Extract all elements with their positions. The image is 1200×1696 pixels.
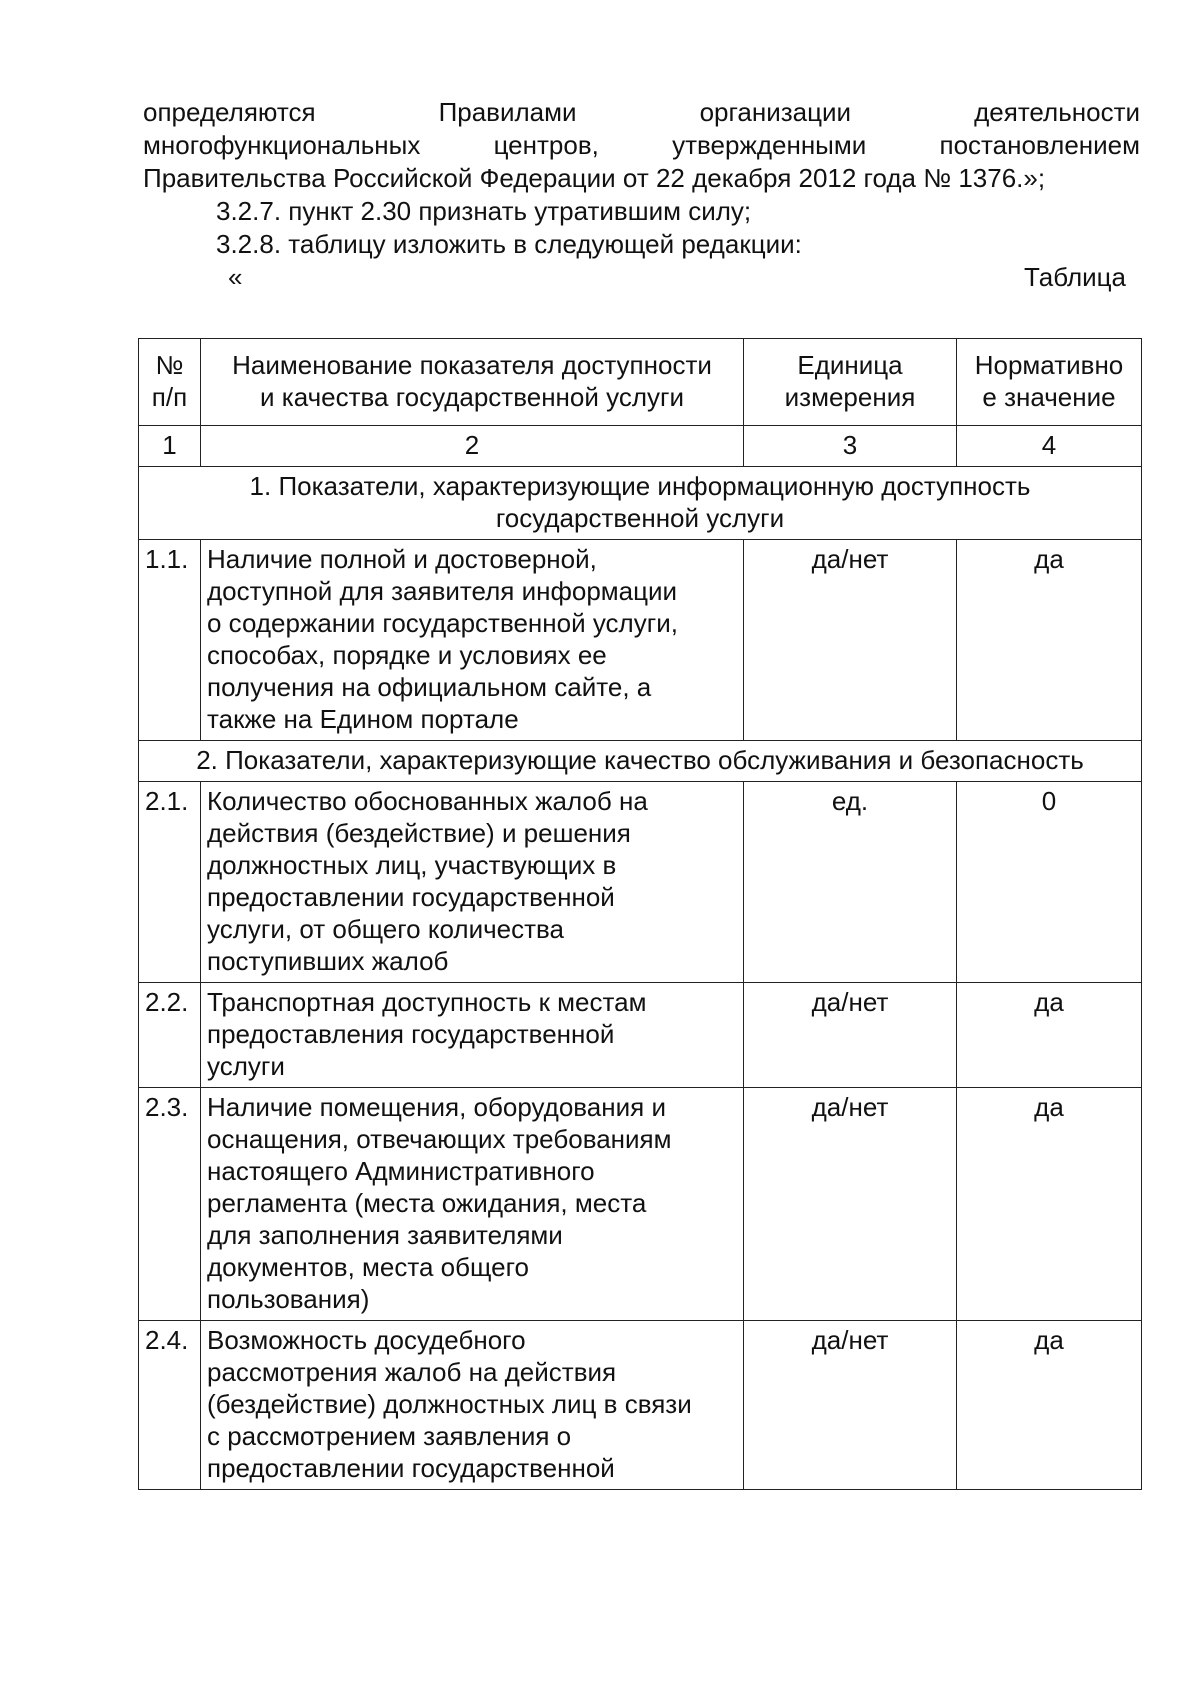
intro-paragraph (143, 96, 1140, 195)
intro-word: деятельности (974, 97, 1140, 127)
table-row (139, 540, 1142, 741)
table-row (139, 983, 1142, 1088)
column-number: 4 (957, 426, 1142, 467)
indicator-name: Количество обоснованных жалоб на действия (бездействие) и решения должностных лиц, участвующих в предоставлении государственной услуги, от общего количества поступивших жалоб (201, 782, 744, 983)
row-number: 2.3. (139, 1088, 201, 1321)
intro-line-3: Правительства Российской Федерации от 22 декабря 2012 года № 1376.»; (143, 163, 1046, 193)
unit-value: да/нет (744, 1088, 957, 1321)
normative-value: да (957, 983, 1142, 1088)
header-number: № п/п (139, 339, 201, 426)
normative-value: 0 (957, 782, 1142, 983)
unit-value: да/нет (744, 540, 957, 741)
unit-value: ед. (744, 782, 957, 983)
header-unit: Единица измерения (744, 339, 957, 426)
indicator-name: Наличие полной и достоверной, доступной для заявителя информации о содержании государственной услуги, способах, порядке и условиях ее получения на официальном сайте, а также на Едином портале (201, 540, 744, 741)
unit-value: да/нет (744, 983, 957, 1088)
table-row (139, 1321, 1142, 1490)
table-row (139, 782, 1142, 983)
header-indicator-name: Наименование показателя доступности и качества государственной услуги (201, 339, 744, 426)
intro-word: постановлением (939, 130, 1140, 160)
indicator-name: Наличие помещения, оборудования и оснащения, отвечающих требованиям настоящего Административного регламента (места ожидания, места для заполнения заявителями документов, места общего пользования) (201, 1088, 744, 1321)
normative-value: да (957, 1321, 1142, 1490)
indicator-name: Возможность досудебного рассмотрения жалоб на действия (бездействие) должностных лиц в связи с рассмотрением заявления о предоставлении государственной (201, 1321, 744, 1490)
table-caption: Таблица (1024, 262, 1126, 292)
section-row (139, 741, 1142, 782)
table-row (139, 1088, 1142, 1321)
intro-word: многофункциональных (143, 130, 421, 160)
intro-line-2 (143, 129, 1140, 162)
row-number: 2.1. (139, 782, 201, 983)
section-heading-1: 1. Показатели, характеризующие информационную доступность государственной услуги (139, 467, 1142, 540)
normative-value: да (957, 1088, 1142, 1321)
column-number: 1 (139, 426, 201, 467)
intro-word: центров, (493, 130, 599, 160)
intro-word: утвержденными (672, 130, 867, 160)
unit-value: да/нет (744, 1321, 957, 1490)
row-number: 2.4. (139, 1321, 201, 1490)
table-caption-row (143, 261, 1140, 294)
item-3-2-8: 3.2.8. таблицу изложить в следующей редакции: (216, 229, 802, 259)
header-normative-value: Нормативно е значение (957, 339, 1142, 426)
column-number: 3 (744, 426, 957, 467)
column-number: 2 (201, 426, 744, 467)
opening-quote: « (228, 262, 243, 292)
item-3-2-7: 3.2.7. пункт 2.30 признать утратившим силу; (216, 196, 752, 226)
indicator-name: Транспортная доступность к местам предоставления государственной услуги (201, 983, 744, 1088)
intro-word: определяются (143, 97, 316, 127)
column-number-row (139, 426, 1142, 467)
row-number: 1.1. (139, 540, 201, 741)
intro-word: организации (699, 97, 852, 127)
section-heading-2: 2. Показатели, характеризующие качество обслуживания и безопасность (139, 741, 1142, 782)
intro-line-1 (143, 96, 1140, 129)
document-body (143, 96, 1140, 294)
intro-word: Правилами (438, 97, 577, 127)
indicators-table (138, 338, 1142, 1490)
normative-value: да (957, 540, 1142, 741)
table-header-row (139, 339, 1142, 426)
row-number: 2.2. (139, 983, 201, 1088)
section-row (139, 467, 1142, 540)
